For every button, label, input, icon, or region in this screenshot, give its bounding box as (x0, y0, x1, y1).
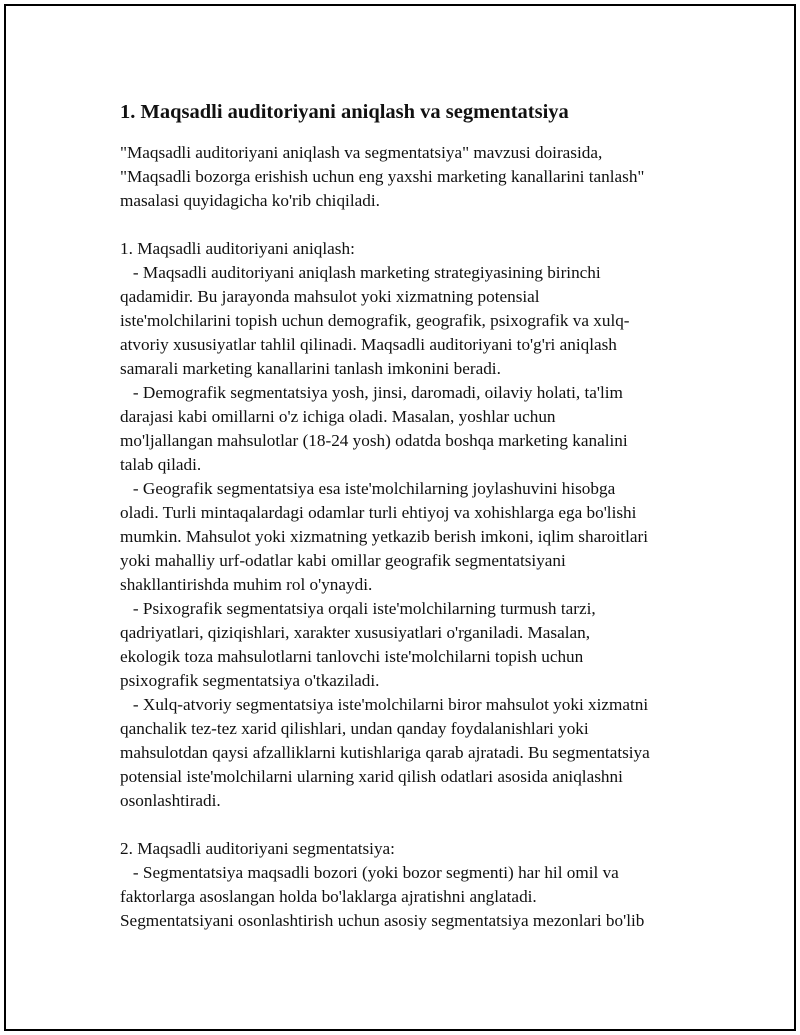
section-1-paragraph: 1. Maqsadli auditoriyani aniqlash: - Maqsadli auditoriyani aniqlash marketing strategiyasining birinchi qadamidir. Bu jarayonda mahsulot yoki xizmatning potensial iste'molchilarini topish uchun demografik, geografik, psixografik va xulq- atvoriy xususiyatlar tahlil qilinadi. Maqsadli auditoriyani to'g'ri aniqlash samarali marketing kanallarini tanlash imkonini beradi. - Demografik segmentatsiya yosh, jinsi, daromadi, oilaviy holati, ta'lim darajasi kabi omillarni o'z ichiga oladi. Masalan, yoshlar uchun mo'ljallangan mahsulotlar (18-24 yosh) odatda boshqa marketing kanalini talab qiladi. - Geografik segmentatsiya esa iste'molchilarning joylashuvini hisobga oladi. Turli mintaqalardagi odamlar turli ehtiyoj va xohishlarga ega bo'lishi mumkin. Mahsulot yoki xizmatning yetkazib berish imkoni, iqlim sharoitlari yoki mahalliy urf-odatlar kabi omillar geografik segmentatsiyani shakllantirishda muhim rol o'ynaydi. - Psixografik segmentatsiya orqali iste'molchilarning turmush tarzi, qadriyatlari, qiziqishlari, xarakter xususiyatlari o'rganiladi. Masalan, ekologik toza mahsulotlarni tanlovchi iste'molchilarni topish uchun psixografik segmentatsiya o'tkaziladi. - Xulq-atvoriy segmentatsiya iste'molchilarni biror mahsulot yoki xizmatni qanchalik tez-tez xarid qilishlari, undan qanday foydalanishlari yoki mahsulotdan qaysi afzalliklarni kutishlariga qarab ajratadi. Bu segmentatsiya potensial iste'molchilarni ularning xarid qilish odatlari asosida aniqlashni osonlashtiradi. (120, 239, 650, 810)
section-2-paragraph: 2. Maqsadli auditoriyani segmentatsiya: - Segmentatsiya maqsadli bozori (yoki bozor segmenti) har hil omil va faktorlarga asoslangan holda bo'laklarga ajratishni anglatadi. Segmentatsiyani osonlashtirish uchun asosiy segmentatsiya mezonlari bo'lib (120, 839, 645, 930)
blank-line (120, 813, 700, 837)
page-title: 1. Maqsadli auditoriyani aniqlash va segmentatsiya (120, 101, 569, 123)
intro-paragraph: "Maqsadli auditoriyani aniqlash va segmentatsiya" mavzusi doirasida, "Maqsadli bozorga erishish uchun eng yaxshi marketing kanallarini tanlash" masalasi quyidagicha ko'rib chiqiladi. (120, 143, 645, 210)
blank-line (120, 213, 700, 237)
page-frame (4, 4, 796, 1031)
document-body (120, 141, 700, 933)
document-content (120, 100, 700, 933)
